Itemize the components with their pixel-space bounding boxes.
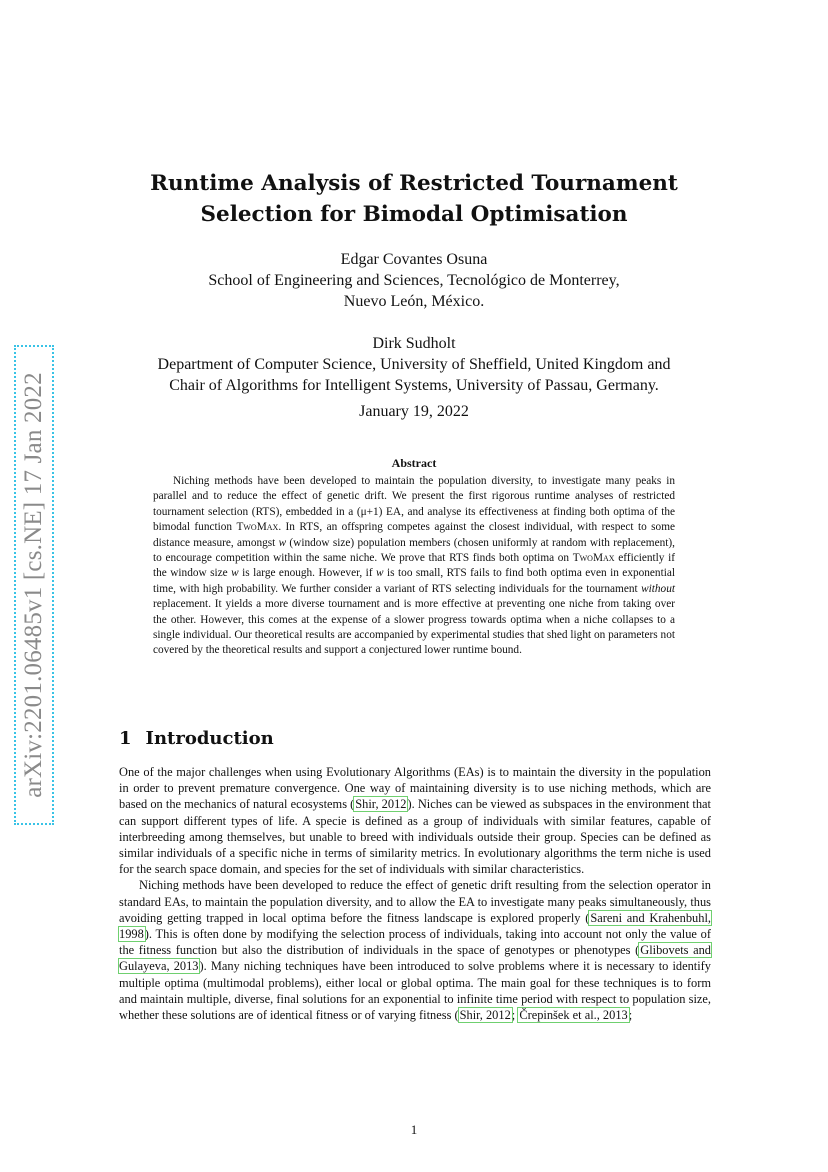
author-name: Edgar Covantes Osuna (340, 251, 488, 268)
arxiv-identifier-text: arXiv:2201.06485v1 [cs.NE] 17 Jan 2022 (20, 372, 47, 798)
function-name: TwoMax (236, 521, 279, 534)
author-affiliation-line: Department of Computer Science, University of Sheffield, United Kingdom and (157, 356, 671, 373)
citation-link[interactable]: Shir, 2012 (459, 1008, 511, 1023)
author-name: Dirk Sudholt (372, 335, 456, 352)
section-title: Introduction (145, 728, 274, 749)
function-name: TwoMax (572, 552, 615, 565)
introduction-body (119, 764, 711, 1023)
abstract-heading: Abstract (391, 456, 437, 470)
section-heading (119, 728, 274, 749)
author-affiliation-line: Chair of Algorithms for Intelligent Systems, University of Passau, Germany. (169, 377, 659, 394)
section-number: 1 (119, 728, 132, 749)
abstract-body: Niching methods have been developed to maintain the population diversity, to investigate many peaks in parallel and to reduce the effect of genetic drift. We present the first rigorous runtime analyses of restricted tournament selection (RTS), embedded in a (μ+1) EA, and analyse its effectiveness at finding both optima of the bimodal function TwoMax. In RTS, an offspring competes against the closest individual, with respect to some distance measure, amongst w (window size) population members (chosen uniformly at random with replacement), to encourage competition within the same niche. We prove that RTS finds both optima on TwoMax efficiently if the window size w is large enough. However, if w is too small, RTS fails to find both optima even in exponential time, with high probability. We further consider a variant of RTS selecting individuals for the tournament without replacement. It yields a more diverse tournament and is more effective at preventing one niche from taking over the other. However, this comes at the expense of a slower progress towards optima when a niche collapses to a single individual. Our theoretical results are accompanied by experimental studies that shed light on parameters not covered by the theoretical results and support a conjectured lower runtime bound. (153, 475, 675, 657)
page-number: 1 (410, 1122, 418, 1137)
author-block-1 (110, 249, 718, 312)
paper-date: January 19, 2022 (359, 403, 469, 420)
author-block-2 (110, 333, 718, 396)
citation-link[interactable]: Glibovets and Gulayeva, 2013 (119, 943, 711, 974)
author-affiliation-line: Nuevo León, México. (343, 293, 485, 310)
arxiv-identifier-stamp[interactable] (14, 345, 54, 825)
author-affiliation-line: School of Engineering and Sciences, Tecnológico de Monterrey, (208, 272, 620, 289)
citation-link[interactable]: Shir, 2012 (355, 797, 407, 812)
citation-link[interactable]: Sareni and Krahenbuhl, 1998 (119, 910, 711, 942)
paper-title: Runtime Analysis of Restricted Tournament Selection for Bimodal Optimisation (150, 171, 678, 227)
citation-link[interactable]: Črepinšek et al., 2013 (519, 1008, 628, 1023)
paragraph: One of the major challenges when using Evolutionary Algorithms (EAs) is to maintain the diversity in the population in order to prevent premature convergence. One way of maintaining diversity is to use niching methods, which are based on the mechanics of natural ecosystems (Shir, 2012). Niches can be viewed as subspaces in the environment that can support different types of life. A specie is defined as a group of individuals with similar features, capable of interbreeding among themselves, but unable to breed with individuals outside their group. Species can be defined as similar individuals of a specific niche in terms of similarity metrics. In evolutionary algorithms the term niche is used for the search space domain, and species for the set of individuals with similar characteristics. (119, 765, 711, 877)
paragraph: Niching methods have been developed to reduce the effect of genetic drift resulting from the selection operator in standard EAs, to maintain the population diversity, and to allow the EA to investigate many peaks simultaneously, thus avoiding getting trapped in local optima before the fitness landscape is explored properly (Sareni and Krahenbuhl, 1998). This is often done by modifying the selection process of individuals, taking into account not only the value of the fitness function but also the distribution of individuals in the space of genotypes or phenotypes (Glibovets and Gulayeva, 2013). Many niching techniques have been introduced to solve problems where it is necessary to identify multiple optima (multimodal problems), either local or global optima. The main goal for these techniques is to form and maintain multiple, diverse, final solutions for an exponential to infinite time period with respect to population size, whether these solutions are of identical fitness or of varying fitness (Shir, 2012; Črepinšek et al., 2013; (119, 878, 711, 1023)
